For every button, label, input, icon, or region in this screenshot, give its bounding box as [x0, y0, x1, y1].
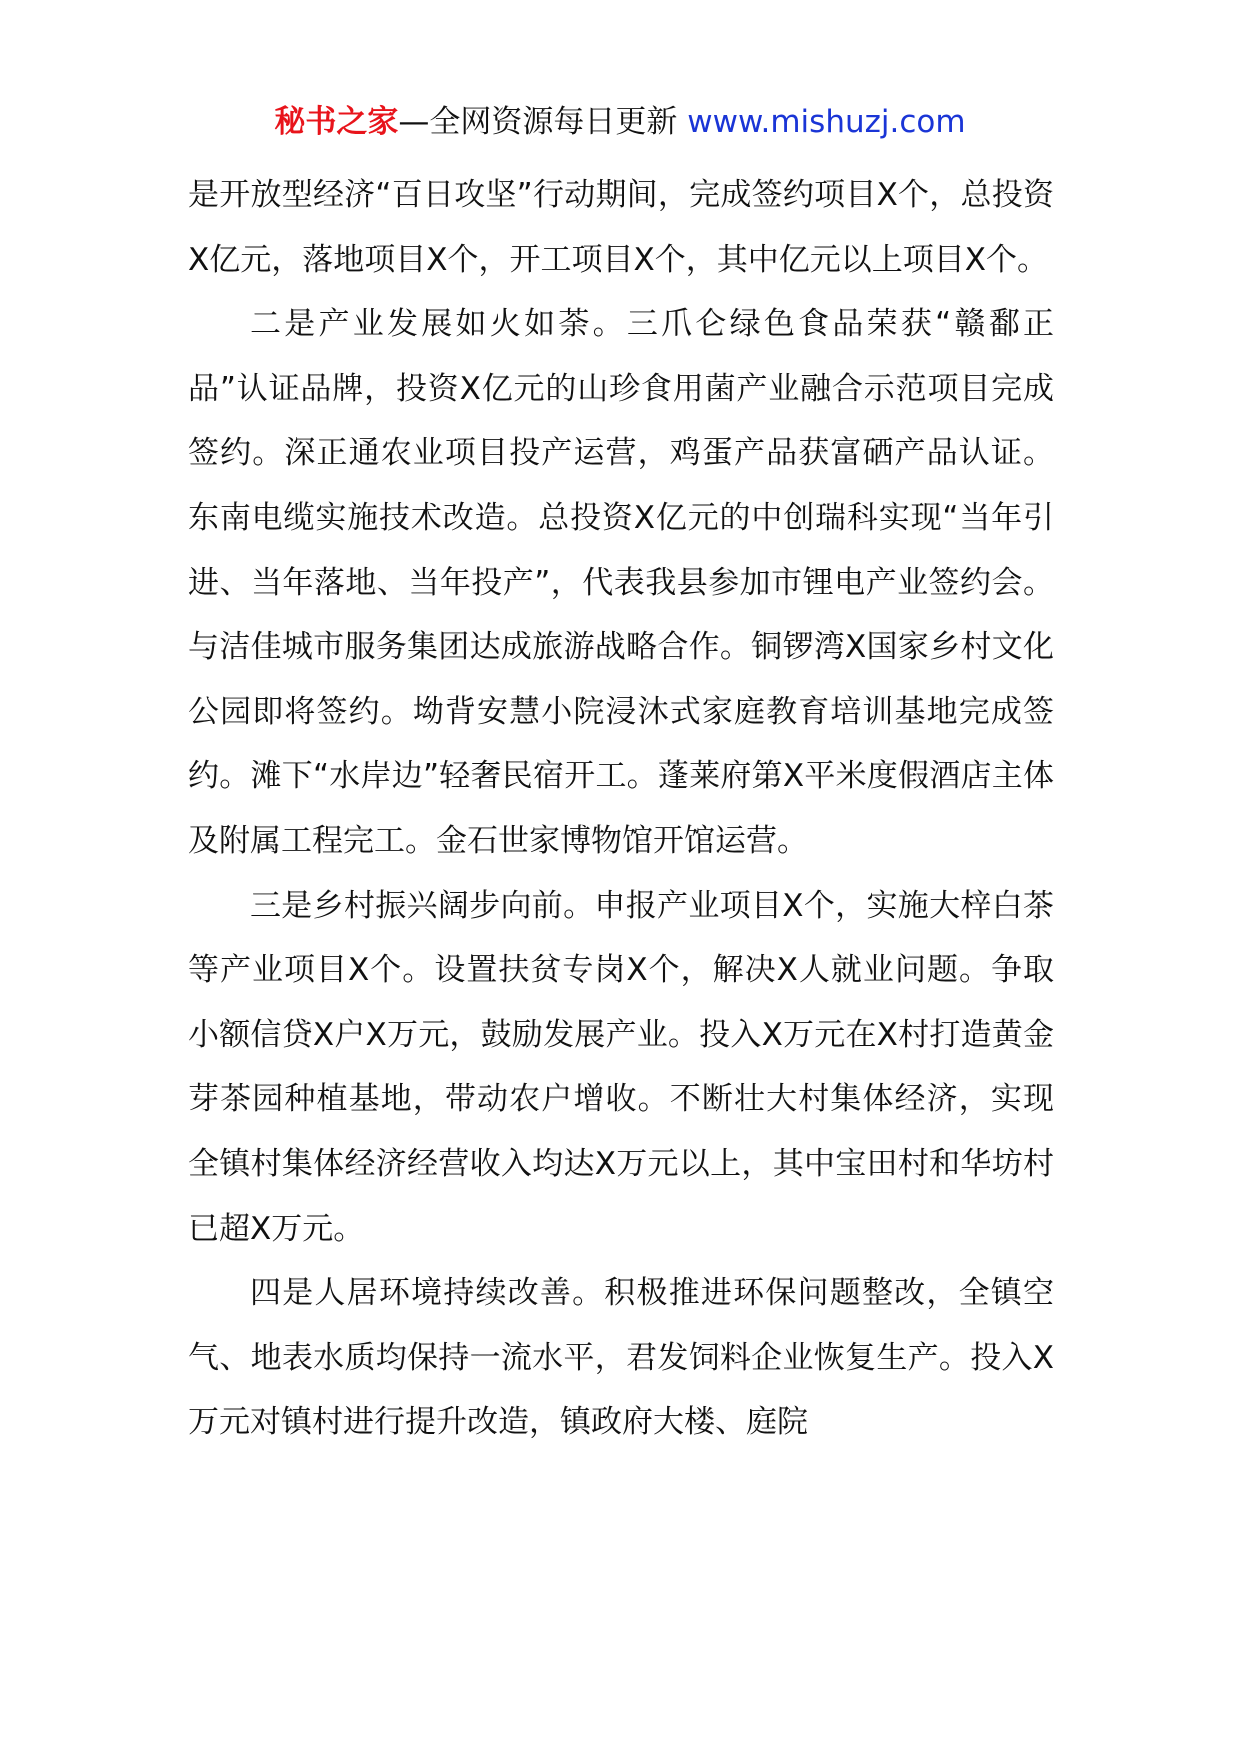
paragraph-industry-development: 二是产业发展如火如荼。三爪仑绿色食品荣获“赣鄱正品”认证品牌，投资X亿元的山珍食用菌产业融合示范项目完成签约。深正通农业项目投产运营，鸡蛋产品获富硒产品认证。东南电缆实施技术改造。总投资X亿元的中创瑞科实现“当年引进、当年落地、当年投产”，代表我县参加市锂电产业签约会。与洁佳城市服务集团达成旅游战略合作。铜锣湾X国家乡村文化公园即将签约。坳背安慧小院浸沐式家庭教育培训基地完成签约。滩下“水岸边”轻奢民宿开工。蓬莱府第X平米度假酒店主体及附属工程完工。金石世家博物馆开馆运营。	[188, 306, 1054, 859]
paragraph-continuation: 是开放型经济“百日攻坚”行动期间，完成签约项目X个，总投资X亿元，落地项目X个，开工项目X个，其中亿元以上项目X个。	[188, 177, 1054, 278]
header-url-link[interactable]: www.mishuzj.com	[687, 104, 966, 140]
header-brand: 秘书之家	[274, 104, 399, 140]
page-header	[0, 100, 1240, 144]
paragraph-living-environment: 四是人居环境持续改善。积极推进环保问题整改，全镇空气、地表水质均保持一流水平，君发饲料企业恢复生产。投入X万元对镇村进行提升改造，镇政府大楼、庭院	[188, 1275, 1054, 1441]
paragraph-rural-revitalization: 三是乡村振兴阔步向前。申报产业项目X个，实施大梓白茶等产业项目X个。设置扶贫专岗X个，解决X人就业问题。争取小额信贷X户X万元，鼓励发展产业。投入X万元在X村打造黄金芽茶园种植基地，带动农户增收。不断壮大村集体经济，实现全镇村集体经济经营收入均达X万元以上，其中宝田村和华坊村已超X万元。	[188, 887, 1054, 1247]
header-tagline: —全网资源每日更新	[398, 104, 678, 140]
document-body	[188, 163, 1054, 1455]
